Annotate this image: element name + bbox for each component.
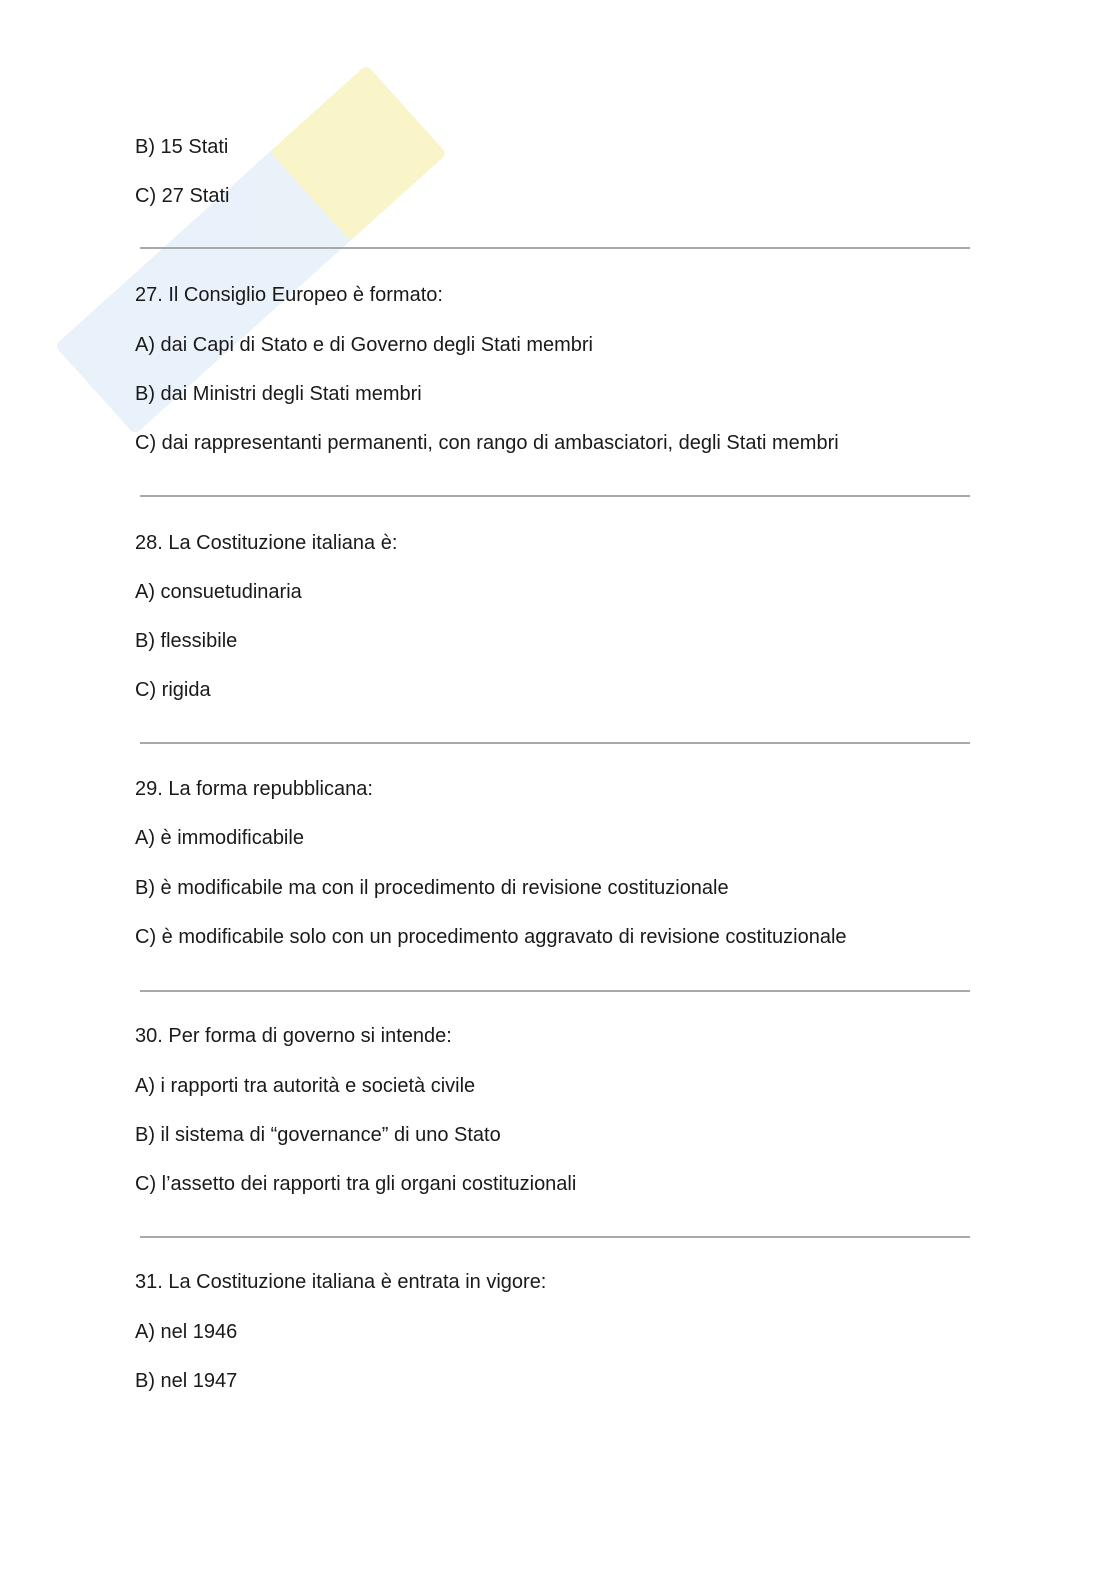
question-30-option-c: C) l’assetto dei rapporti tra gli organi costituzionali: [135, 1173, 577, 1195]
divider: [140, 742, 970, 744]
question-27-option-c: C) dai rappresentanti permanenti, con rango di ambasciatori, degli Stati membri: [135, 432, 839, 454]
question-28-option-b: B) flessibile: [135, 630, 238, 652]
question-30-option-b: B) il sistema di “governance” di uno Stato: [135, 1124, 501, 1146]
question-31-option-b: B) nel 1947: [135, 1370, 238, 1392]
question-30: 30. Per forma di governo si intende:: [135, 1025, 452, 1047]
question-31: 31. La Costituzione italiana è entrata in vigore:: [135, 1271, 547, 1293]
question-27-option-a: A) dai Capi di Stato e di Governo degli Stati membri: [135, 334, 593, 356]
divider: [140, 247, 970, 249]
question-28: 28. La Costituzione italiana è:: [135, 532, 398, 554]
option-c-fragment: C) 27 Stati: [135, 185, 230, 207]
option-b-fragment: B) 15 Stati: [135, 136, 229, 158]
question-31-option-a: A) nel 1946: [135, 1321, 238, 1343]
divider: [140, 495, 970, 497]
question-27-option-b: B) dai Ministri degli Stati membri: [135, 383, 422, 405]
question-30-option-a: A) i rapporti tra autorità e società civile: [135, 1075, 476, 1097]
divider: [140, 1236, 970, 1238]
question-29-option-b: B) è modificabile ma con il procedimento di revisione costituzionale: [135, 877, 729, 899]
question-29-option-c: C) è modificabile solo con un procedimento aggravato di revisione costituzionale: [135, 926, 847, 948]
question-27: 27. Il Consiglio Europeo è formato:: [135, 284, 443, 306]
question-29: 29. La forma repubblicana:: [135, 778, 373, 800]
question-29-option-a: A) è immodificabile: [135, 827, 304, 849]
question-28-option-c: C) rigida: [135, 679, 211, 701]
divider: [140, 990, 970, 992]
question-28-option-a: A) consuetudinaria: [135, 581, 302, 603]
